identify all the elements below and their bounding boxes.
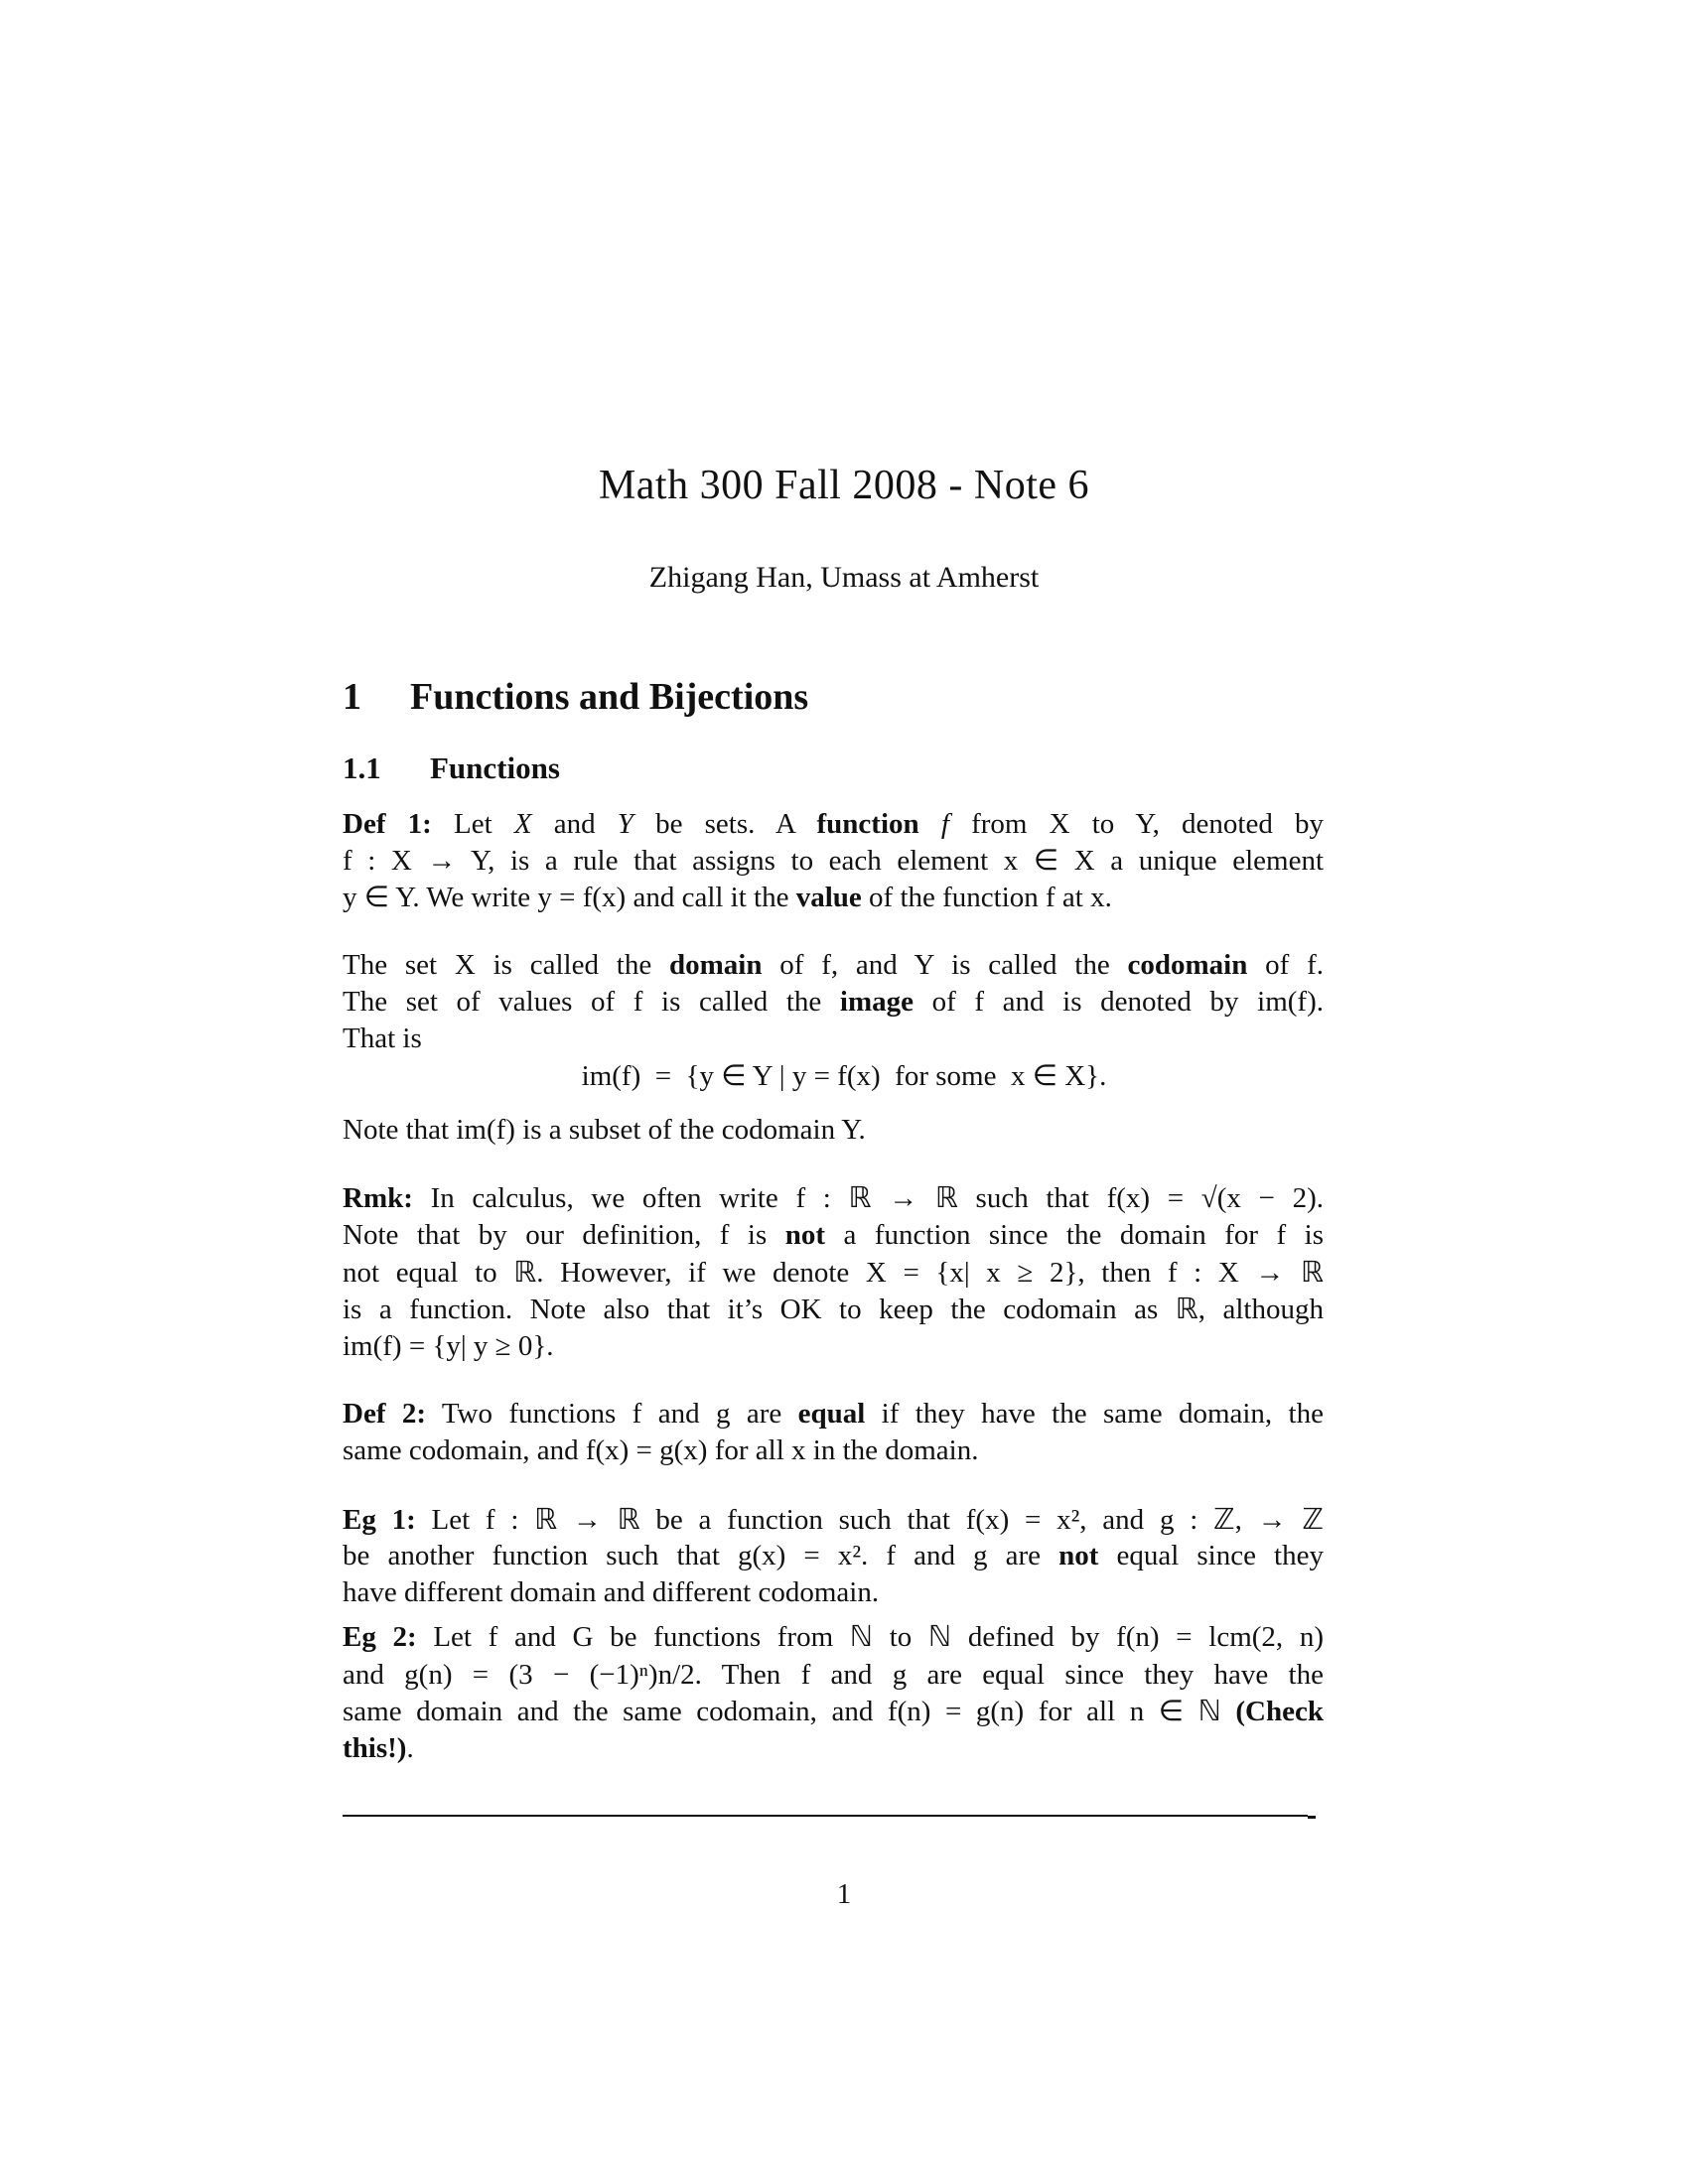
text: be another function such that g(x) = x². f and g are	[343, 1540, 1059, 1571]
text: same domain and the same codomain, and f(n) = g(n) for all n ∈ ℕ	[343, 1696, 1236, 1727]
math: Y	[617, 808, 633, 840]
eg2-line-4	[343, 1730, 1324, 1767]
def1-line-1	[343, 806, 1324, 843]
text: be sets. A	[633, 808, 817, 840]
text: Two functions f and g are	[426, 1398, 798, 1430]
rmk-label: Rmk:	[343, 1182, 413, 1214]
check-this: (Check	[1235, 1696, 1324, 1727]
eg1-line-3: have different domain and different codomain.	[343, 1576, 880, 1608]
page-number: 1	[836, 1878, 852, 1910]
subsection-number: 1.1	[343, 751, 381, 785]
text: a function since the domain for f is	[825, 1219, 1324, 1251]
term-image: image	[839, 986, 914, 1018]
subsection-heading	[343, 751, 560, 786]
text: and	[531, 808, 618, 840]
eg1-label: Eg 1:	[343, 1504, 416, 1536]
rule-end-mark	[1308, 1816, 1316, 1819]
math: f	[918, 808, 972, 840]
text: Note that by our definition, f is	[343, 1219, 785, 1251]
def1-line-2: f : X → Y, is a rule that assigns to each element x ∈ X a unique element	[343, 845, 1324, 877]
image-equation: im(f) = {y ∈ Y | y = f(x) for some x ∈ X}.	[581, 1060, 1107, 1092]
emphasis-not: not	[784, 1219, 826, 1251]
rmk-line-1	[343, 1180, 1324, 1217]
note-line: Note that im(f) is a subset of the codomain Y.	[343, 1114, 866, 1146]
domain-line-3: That is	[343, 1023, 422, 1054]
domain-line-1	[343, 947, 1324, 984]
eg1-line-2	[343, 1538, 1324, 1574]
text: y ∈ Y. We write y = f(x) and call it the	[343, 882, 796, 913]
text: The set X is called the	[343, 949, 669, 981]
eg2-line-2: and g(n) = (3 − (−1)ⁿ)n/2. Then f and g are equal since they have the	[343, 1659, 1324, 1691]
rmk-line-2	[343, 1217, 1324, 1254]
emphasis-not: not	[1058, 1540, 1099, 1571]
math: X	[513, 808, 532, 840]
text: The set of values of f is called the	[343, 986, 840, 1018]
eg2-line-1	[343, 1619, 1324, 1656]
term-codomain: codomain	[1127, 949, 1248, 981]
document-author: Zhigang Han, Umass at Amherst	[648, 561, 1040, 594]
def2-line-2: same codomain, and f(x) = g(x) for all x in the domain.	[343, 1434, 979, 1466]
text: In calculus, we often write f : ℝ → ℝ such that f(x) = √(x − 2).	[412, 1182, 1324, 1214]
eg2-label: Eg 2:	[343, 1621, 417, 1653]
rmk-line-3: not equal to ℝ. However, if we denote X = {x| x ≥ 2}, then f : X → ℝ	[343, 1257, 1324, 1289]
horizontal-rule	[343, 1815, 1308, 1817]
document-title: Math 300 Fall 2008 - Note 6	[598, 463, 1090, 508]
text: Let f : ℝ → ℝ be a function such that f(x) = x², and g : ℤ, → ℤ	[415, 1504, 1324, 1536]
rmk-line-5: im(f) = {y| y ≥ 0}.	[343, 1330, 554, 1362]
text: Let	[454, 808, 514, 840]
term-equal: equal	[797, 1398, 866, 1430]
term-function: function	[816, 808, 919, 840]
term-domain: domain	[668, 949, 763, 981]
text: from X to Y, denoted by	[971, 808, 1324, 840]
text: of f.	[1247, 949, 1324, 981]
eg1-line-1	[343, 1502, 1324, 1539]
text: equal since they	[1098, 1540, 1324, 1571]
check-this-cont: this!)	[343, 1732, 407, 1764]
text: .	[406, 1732, 414, 1764]
eg2-line-3	[343, 1694, 1324, 1730]
rmk-line-4: is a function. Note also that it’s OK to keep the codomain as ℝ, although	[343, 1294, 1324, 1325]
def2-label: Def 2:	[343, 1398, 427, 1430]
def1-label: Def 1:	[343, 808, 432, 840]
text: of f, and Y is called the	[762, 949, 1128, 981]
domain-line-2	[343, 984, 1324, 1021]
section-title: Functions and Bijections	[410, 676, 809, 718]
text: if they have the same domain, the	[865, 1398, 1324, 1430]
section-number: 1	[343, 676, 361, 718]
text: Let f and G be functions from ℕ to ℕ defined by f(n) = lcm(2, n)	[416, 1621, 1325, 1653]
def1-line-3	[343, 880, 1324, 916]
text: of the function f at x.	[861, 882, 1112, 913]
section-heading	[343, 675, 808, 719]
text: of f and is denoted by im(f).	[914, 986, 1325, 1018]
subsection-title: Functions	[430, 751, 560, 785]
def2-line-1	[343, 1396, 1324, 1433]
term-value: value	[795, 882, 862, 913]
